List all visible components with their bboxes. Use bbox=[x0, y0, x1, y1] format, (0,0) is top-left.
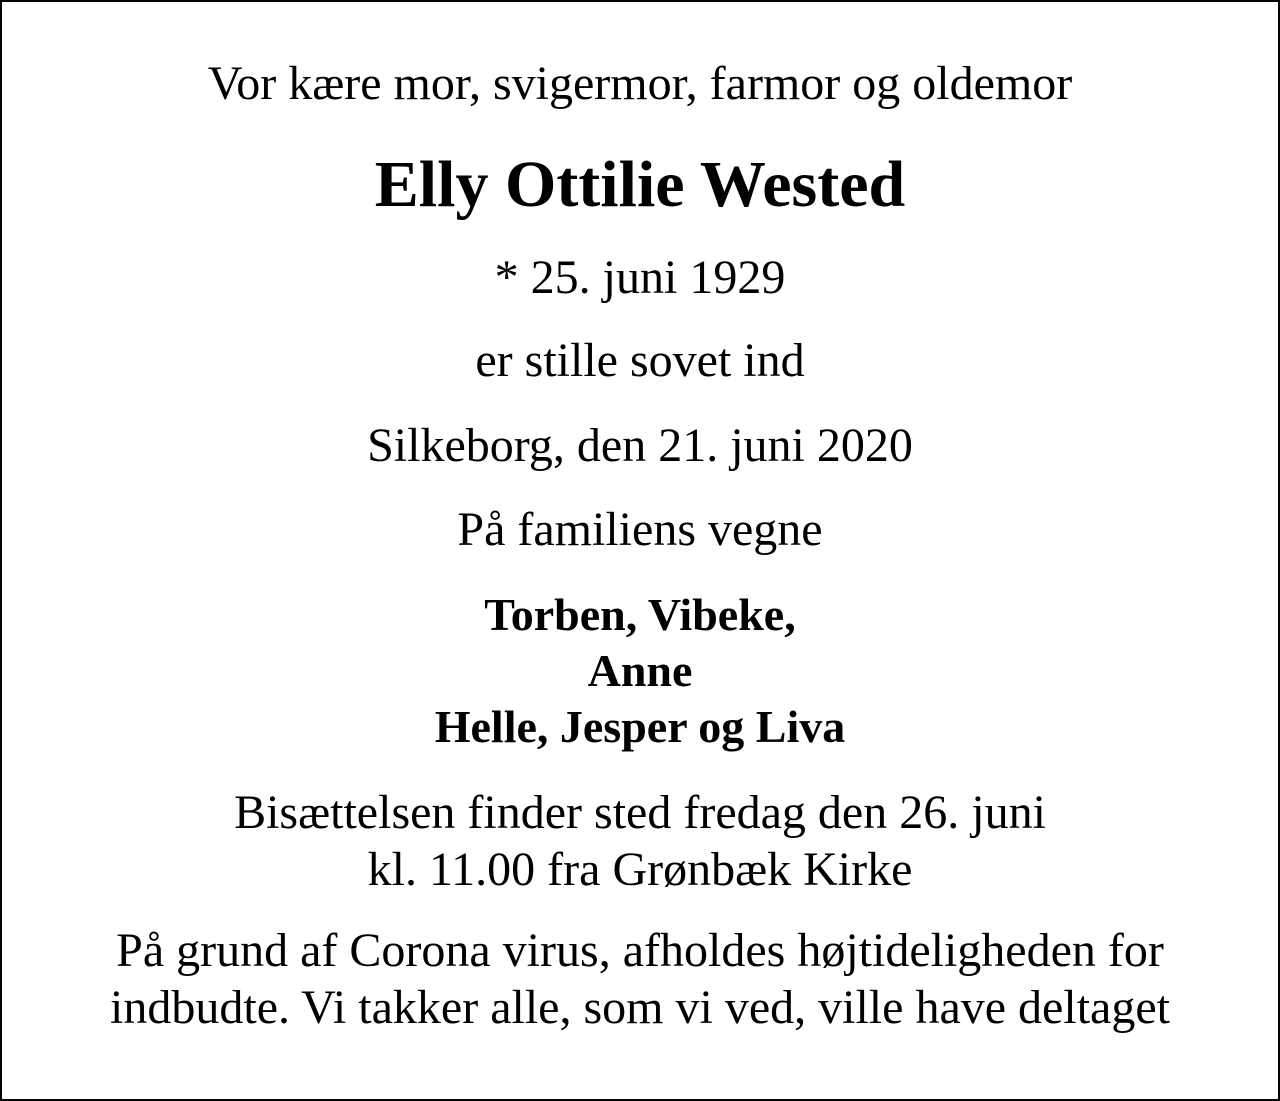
birth-date: * 25. juni 1929 bbox=[494, 251, 786, 304]
family-line: Torben, Vibeke, bbox=[484, 589, 796, 640]
family-names bbox=[2, 587, 1278, 755]
place-and-date: Silkeborg, den 21. juni 2020 bbox=[367, 419, 913, 472]
family-line: Helle, Jesper og Liva bbox=[434, 701, 846, 752]
family-line: Anne bbox=[587, 645, 693, 696]
corona-line: indbudte. Vi takker alle, som vi ved, ville have deltaget bbox=[110, 981, 1170, 1034]
passed-text: er stille sovet ind bbox=[475, 334, 805, 387]
funeral-line: kl. 11.00 fra Grønbæk Kirke bbox=[367, 843, 913, 896]
corona-line: På grund af Corona virus, afholdes højtideligheden for bbox=[116, 924, 1164, 977]
intro-text: Vor kære mor, svigermor, farmor og oldemor bbox=[207, 57, 1073, 110]
corona-note bbox=[2, 922, 1278, 1036]
funeral-line: Bisættelsen finder sted fredag den 26. juni bbox=[234, 786, 1046, 839]
on-behalf-text: På familiens vegne bbox=[457, 503, 823, 556]
funeral-info bbox=[2, 784, 1278, 898]
deceased-name: Elly Ottilie Wested bbox=[374, 148, 906, 221]
